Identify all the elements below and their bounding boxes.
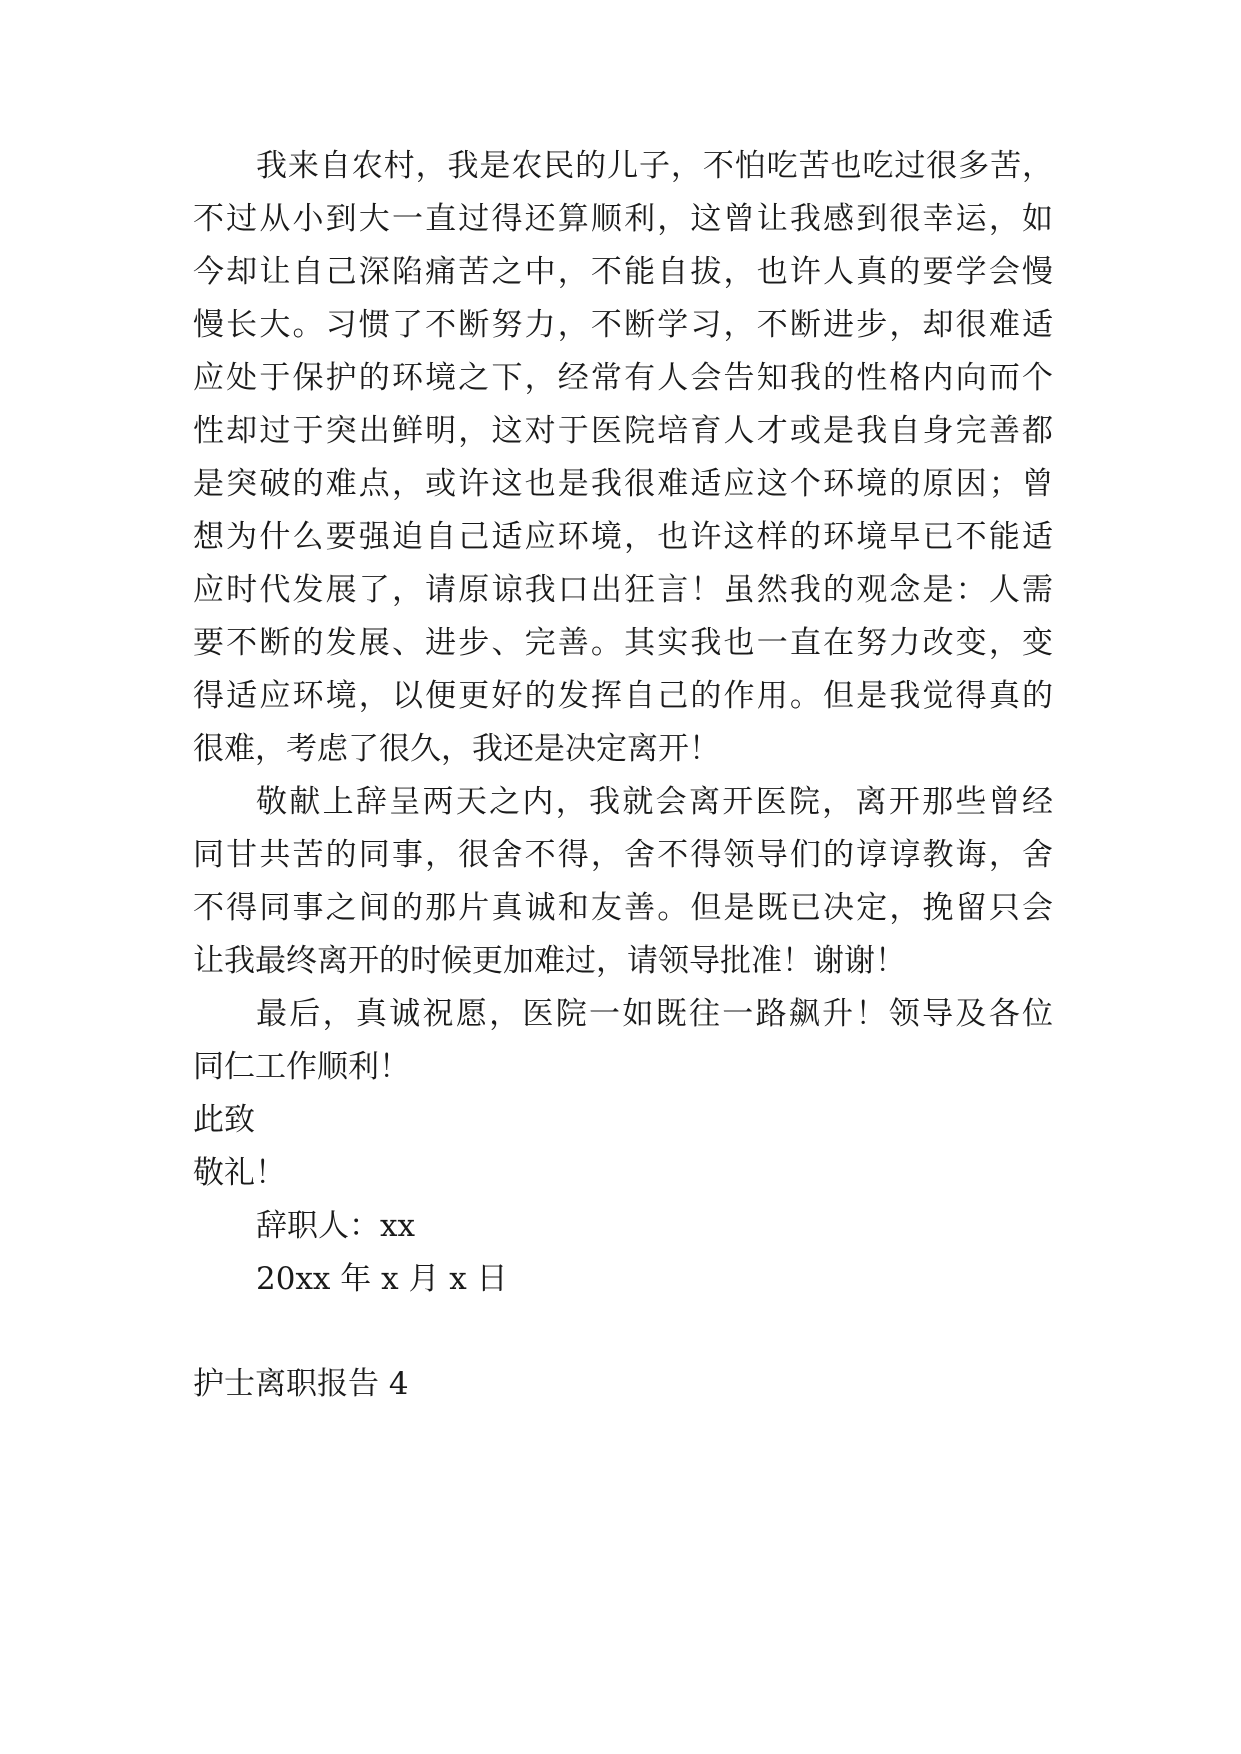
paragraph-1-line-11: 得适应环境，以便更好的发挥自己的作用。但是我觉得真的 [193,678,1053,714]
closing-regards: 敬礼！ [193,1155,286,1191]
signer-line: 辞职人：xx [256,1208,415,1244]
date-line: 20xx 年 x 月 x 日 [256,1261,508,1297]
paragraph-2-line-1: 敬献上辞呈两天之内，我就会离开医院，离开那些曾经 [256,784,1053,820]
paragraph-1-line-7: 是突破的难点，或许这也是我很难适应这个环境的原因；曾 [193,466,1053,502]
paragraph-1-line-9: 应时代发展了，请原谅我口出狂言！虽然我的观念是：人需 [193,572,1053,608]
paragraph-1-line-12: 很难，考虑了很久，我还是决定离开！ [193,731,720,767]
paragraph-1-line-1: 我来自农村，我是农民的儿子，不怕吃苦也吃过很多苦， [256,148,1053,184]
paragraph-3-line-2: 同仁工作顺利！ [193,1049,410,1085]
closing-salutation: 此致 [193,1102,255,1138]
paragraph-2-line-2: 同甘共苦的同事，很舍不得，舍不得领导们的谆谆教诲，舍 [193,837,1053,873]
paragraph-1-line-6: 性却过于突出鲜明，这对于医院培育人才或是我自身完善都 [193,413,1053,449]
paragraph-1-line-5: 应处于保护的环境之下，经常有人会告知我的性格内向而个 [193,360,1053,396]
paragraph-3-line-1: 最后，真诚祝愿，医院一如既往一路飙升！领导及各位 [256,996,1053,1032]
paragraph-1-line-4: 慢长大。习惯了不断努力，不断学习，不断进步，却很难适 [193,307,1053,343]
paragraph-1-line-10: 要不断的发展、进步、完善。其实我也一直在努力改变，变 [193,625,1053,661]
paragraph-2-line-4: 让我最终离开的时候更加难过，请领导批准！谢谢！ [193,943,906,979]
paragraph-2-line-3: 不得同事之间的那片真诚和友善。但是既已决定，挽留只会 [193,890,1053,926]
paragraph-1-line-8: 想为什么要强迫自己适应环境，也许这样的环境早已不能适 [193,519,1053,555]
paragraph-1-line-3: 今却让自己深陷痛苦之中，不能自拔，也许人真的要学会慢 [193,254,1053,290]
next-section-title: 护士离职报告 4 [193,1366,409,1402]
paragraph-1-line-2: 不过从小到大一直过得还算顺利，这曾让我感到很幸运，如 [193,201,1053,237]
